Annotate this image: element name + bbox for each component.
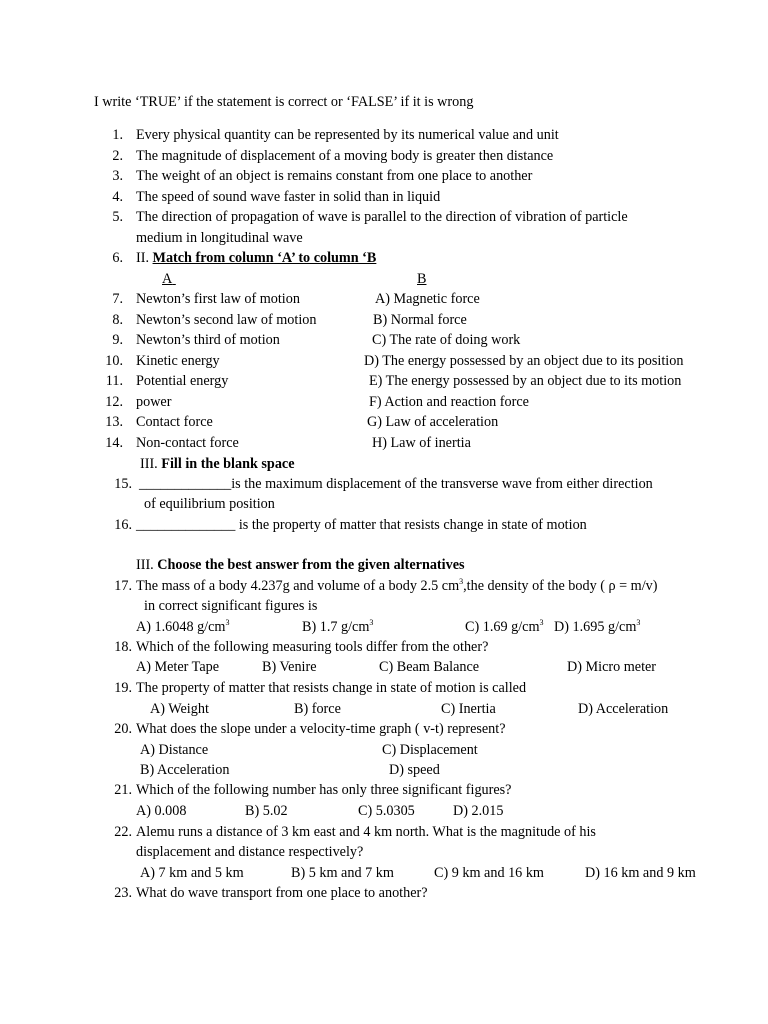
option-d: D) 2.015 xyxy=(453,803,504,819)
option-c: C) 1.69 $g/cm^3$ xyxy=(465,618,544,635)
option-a: A) 7 km and 5 km xyxy=(140,865,244,881)
section-heading-choose xyxy=(136,558,465,572)
option-a: A) 0.008 xyxy=(136,803,187,819)
item-number: 8. xyxy=(112,312,123,328)
fill-question: _____________is the maximum displacement of the transverse wave from either direction xyxy=(139,476,653,492)
column-a-item: Non-contact force xyxy=(136,435,239,451)
item-number: 4. xyxy=(112,189,123,205)
item-number: 10. xyxy=(105,353,123,369)
item-number: 14. xyxy=(105,435,123,451)
statement-continuation: medium in longitudinal wave xyxy=(136,230,303,246)
item-number: 7. xyxy=(112,291,123,307)
column-b-item: F) Action and reaction force xyxy=(369,394,529,410)
column-a-item: Newton’s second law of motion xyxy=(136,312,317,328)
option-d: D) Acceleration xyxy=(578,701,669,717)
option-d: D) Micro meter xyxy=(567,659,657,675)
option-a: A) Meter Tape xyxy=(136,659,220,675)
option-c: C) 5.0305 xyxy=(358,803,415,819)
answer-blank: _____________ xyxy=(139,476,232,492)
question-continuation: displacement and distance respectively? xyxy=(136,844,364,860)
item-number: 20. xyxy=(114,721,132,737)
option-b: B) 5 km and 7 km xyxy=(291,865,394,881)
question-text: The property of matter that resists change in state of motion is called xyxy=(136,680,527,696)
question-text: What do wave transport from one place to another? xyxy=(136,885,428,901)
item-number: 9. xyxy=(112,332,123,348)
column-a-item: Newton’s third of motion xyxy=(136,332,280,348)
question-continuation: in correct significant figures is xyxy=(144,598,318,614)
column-a-item: Newton’s first law of motion xyxy=(136,291,300,307)
true-false-statement: The magnitude of displacement of a moving body is greater then distance xyxy=(136,148,554,164)
item-number: 12. xyxy=(105,394,123,410)
item-number: 18. xyxy=(114,639,132,655)
section-roman-numeral: III. xyxy=(140,456,162,472)
item-number: 13. xyxy=(105,414,123,430)
question-text: The mass of a body 4.237g and volume of a body 2.5 $cm^3,the$ density of the body ( ρ = m/v) xyxy=(136,577,658,594)
column-b-item: C) The rate of doing work xyxy=(372,332,521,348)
column-b-item: D) The energy possessed by an object due to its position xyxy=(364,353,684,369)
section-roman-numeral: II. xyxy=(136,250,153,266)
section-heading-match xyxy=(136,251,376,265)
column-b-item: A) Magnetic force xyxy=(375,291,480,307)
item-number: 21. xyxy=(114,782,132,798)
option-b: B) Venire xyxy=(262,659,317,675)
option-d: D) 16 km and 9 km xyxy=(585,865,696,881)
item-number: 16. xyxy=(114,517,132,533)
column-b-item: H) Law of inertia xyxy=(372,435,471,451)
option-b: B) 1.7 $g/cm^3$ xyxy=(302,618,374,635)
true-false-statement: Every physical quantity can be represented by its numerical value and unit xyxy=(136,127,559,143)
column-a-item: Potential energy xyxy=(136,373,229,389)
item-number: 5. xyxy=(112,209,123,225)
question-text: Which of the following measuring tools differ from the other? xyxy=(136,639,489,655)
fill-question: ______________ is the property of matter that resists change in state of motion xyxy=(136,517,587,533)
question-text: What does the slope under a velocity-time graph ( v-t) represent? xyxy=(136,721,506,737)
option-c: C) 9 km and 16 km xyxy=(434,865,544,881)
column-a-item: Kinetic energy xyxy=(136,353,220,369)
item-number: 17. xyxy=(114,578,132,594)
true-false-statement: The weight of an object is remains constant from one place to another xyxy=(136,168,533,184)
option-c: C) Inertia xyxy=(441,701,496,717)
section-title: Match from column ‘A’ to column ‘B xyxy=(152,250,377,266)
true-false-statement: The direction of propagation of wave is parallel to the direction of vibration of particle xyxy=(136,209,628,225)
item-number: 22. xyxy=(114,824,132,840)
answer-blank: ______________ xyxy=(136,517,236,533)
option-d: D) speed xyxy=(389,762,440,778)
option-c: C) Beam Balance xyxy=(379,659,480,675)
item-number: 6. xyxy=(112,250,123,266)
item-number: 15. xyxy=(114,476,132,492)
question-continuation: of equilibrium position xyxy=(144,496,275,512)
question-text: Which of the following number has only three significant figures? xyxy=(136,782,512,798)
option-a: A) Distance xyxy=(140,742,209,758)
option-c: C) Displacement xyxy=(382,742,478,758)
superscript: 3 xyxy=(459,577,464,586)
section-heading-fill xyxy=(140,457,295,471)
item-number: 23. xyxy=(114,885,132,901)
item-number: 1. xyxy=(112,127,123,143)
column-a-item: power xyxy=(136,394,172,410)
section-title: Fill in the blank space xyxy=(161,456,295,472)
column-b-header: B xyxy=(417,271,427,287)
item-number: 2. xyxy=(112,148,123,164)
option-a: A) Weight xyxy=(150,701,209,717)
true-false-statement: The speed of sound wave faster in solid than in liquid xyxy=(136,189,441,205)
item-number: 19. xyxy=(114,680,132,696)
column-b-item: B) Normal force xyxy=(373,312,467,328)
section-title: Choose the best answer from the given alternatives xyxy=(157,557,465,573)
section-roman-numeral: III. xyxy=(136,557,158,573)
column-a-item: Contact force xyxy=(136,414,213,430)
option-d: D) 1.695 $g/cm^3$ xyxy=(554,618,641,635)
question-text: Alemu runs a distance of 3 km east and 4 km north. What is the magnitude of his xyxy=(136,824,596,840)
option-b: B) 5.02 xyxy=(245,803,288,819)
option-b: B) force xyxy=(294,701,341,717)
column-b-item: G) Law of acceleration xyxy=(367,414,499,430)
item-number: 11. xyxy=(105,373,123,389)
option-b: B) Acceleration xyxy=(140,762,230,778)
option-a: A) 1.6048 $g/cm^3$ xyxy=(136,618,230,635)
item-number: 3. xyxy=(112,168,123,184)
section-instruction: I write ‘TRUE’ if the statement is correct or ‘FALSE’ if it is wrong xyxy=(94,94,474,110)
column-b-item: E) The energy possessed by an object due to its motion xyxy=(369,373,682,389)
column-a-header: A xyxy=(162,271,173,287)
